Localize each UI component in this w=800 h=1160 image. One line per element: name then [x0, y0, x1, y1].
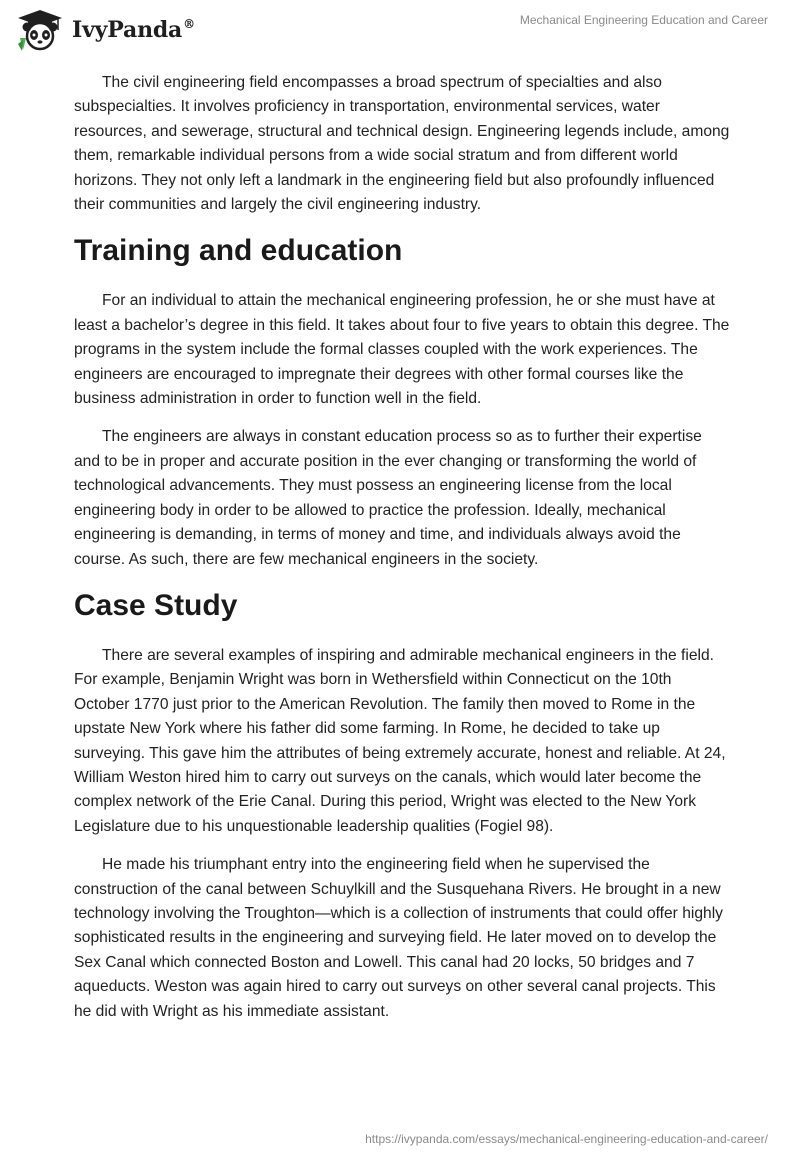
- paragraph: The engineers are always in constant education process so as to further their expertise and to be in proper and accurate position in the ever changing or transforming the world of technological advancements. They must possess an engineering license from the local engineering body in order to be allowed to practice the profession. Ideally, mechanical engineering is demanding, in terms of money and time, and individuals always avoid the course. As such, there are few mechanical engineers in the society.: [74, 428, 702, 568]
- logo-name: IvyPanda: [72, 17, 183, 43]
- article-body: [74, 71, 730, 1038]
- section-heading-case-study: Case Study: [74, 588, 238, 622]
- paragraph: There are several examples of inspiring and admirable mechanical engineers in the field. For example, Benjamin Wright was born in Wethersfield within Connecticut on the 10th October 1770 just prior to the American Revolution. The family then moved to Rome in the upstate New York where his father did some farming. In Rome, he decided to take up surveying. This gave him the attributes of being extremely accurate, honest and reliable. At 24, William Weston hired him to carry out surveys on the canals, which would later become the complex network of the Erie Canal. During this period, Wright was elected to the New York Legislature due to his unquestionable leadership qualities (Fogiel 98).: [74, 646, 726, 835]
- logo-wordmark: [72, 17, 195, 43]
- intro-paragraph: The civil engineering field encompasses a broad spectrum of specialties and also subspecialties. It involves proficiency in transportation, environmental services, water resources, and sewerage, structural and technical design. Engineering legends include, among them, remarkable individual persons from a wide social stratum and from different world horizons. They not only left a landmark in the engineering field but also profoundly influenced their communities and largely the civil engineering industry.: [74, 74, 730, 214]
- section-heading-training: Training and education: [74, 234, 403, 268]
- source-url[interactable]: https://ivypanda.com/essays/mechanical-engineering-education-and-career/: [365, 1132, 768, 1146]
- document-title: Mechanical Engineering Education and Career: [519, 13, 768, 27]
- registered-mark: ®: [183, 17, 195, 31]
- page-header: [0, 0, 800, 64]
- panda-logo-icon: [14, 8, 66, 52]
- paragraph: For an individual to attain the mechanical engineering profession, he or she must have at least a bachelor’s degree in this field. It takes about four to five years to obtain this degree. The programs in the system include the formal classes coupled with the work experiences. The engineers are encouraged to impregnate their degrees with other formal courses like the business administration in order to function well in the field.: [74, 292, 730, 408]
- site-logo[interactable]: [14, 8, 195, 52]
- paragraph: He made his triumphant entry into the engineering field when he supervised the construction of the canal between Schuylkill and the Susquehana Rivers. He brought in a new technology involving the Troughton—which is a collection of instruments that could offer highly sophisticated results in the engineering and surveying field. He later moved on to develop the Sex Canal which connected Boston and Lowell. This canal had 20 locks, 50 bridges and 7 aqueducts. Weston was again hired to carry out surveys on other several canal projects. This he did with Wright as his immediate assistant.: [74, 856, 723, 1020]
